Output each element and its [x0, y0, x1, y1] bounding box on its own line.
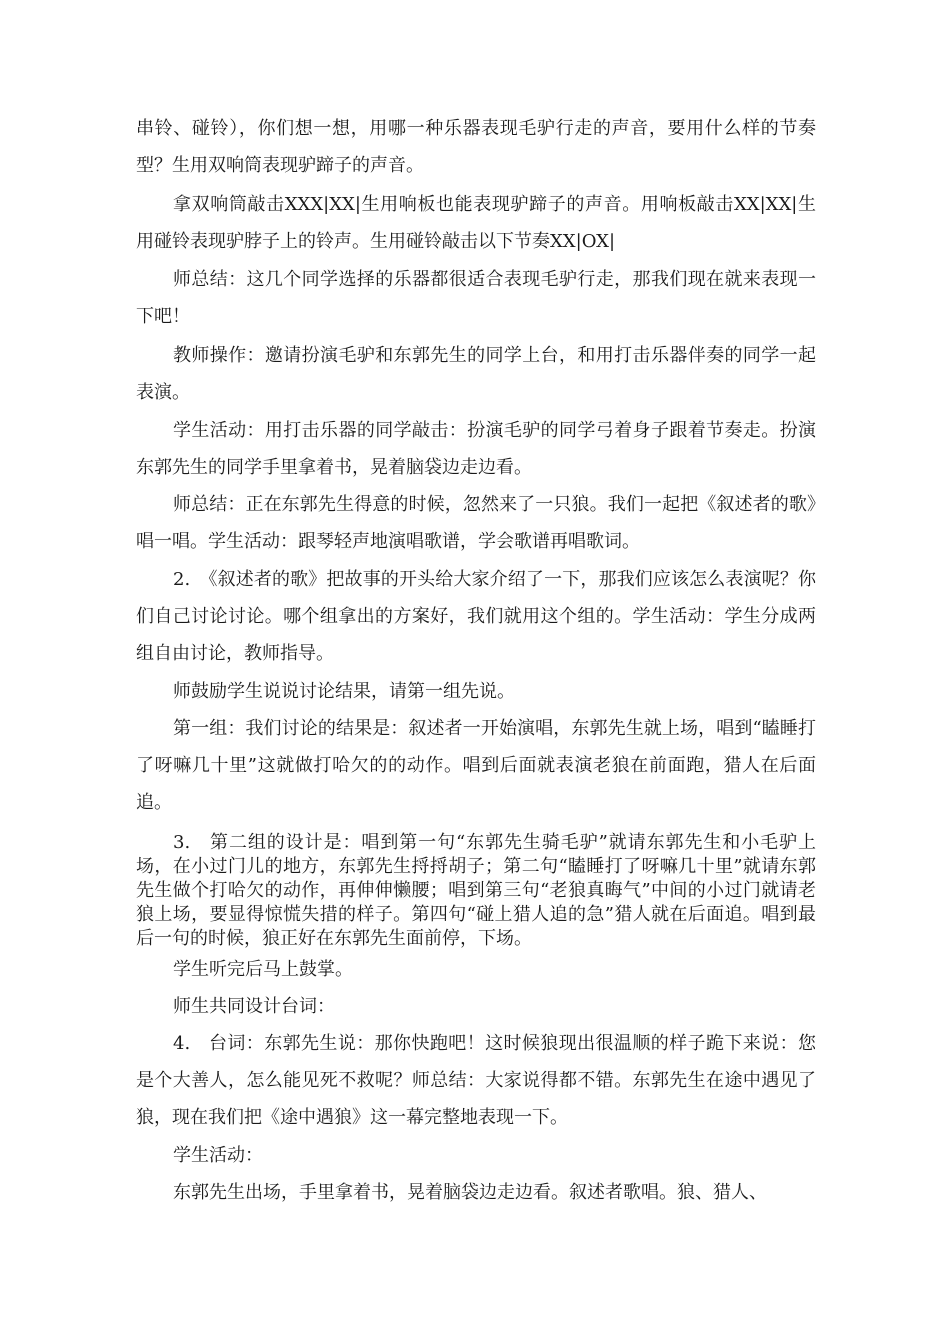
paragraph-15: 东郭先生出场，手里拿着书，晃着脑袋边走边看。叙述者歌唱。狼、猎人、 [173, 1182, 767, 1203]
paragraph-6: 师总结：正在东郭先生得意的时候，忽然来了一只狼。我们一起把《叙述者的歌》唱一唱。学生活动：跟琴轻声地演唱歌谱，学会歌谱再唱歌词。 [136, 494, 816, 552]
paragraph-10: 3. 第二组的设计是：唱到第一句“东郭先生骑毛驴”就请东郭先生和小毛驴上场，在小过门儿的地方，东郭先生捋捋胡子；第二句“瞌睡打了呀嘛几十里”就请东郭先生做个打哈欠的动作，再伸伸懒腰；唱到第三句“老狼真晦气”中间的小过门就请老狼上场，要显得惊慌失措的样子。第四句“碰上猎人追的急”猎人就在后面追。唱到最后一句的时候，狼正好在东郭先生面前停，下场。 [136, 832, 816, 949]
paragraph-14: 学生活动： [173, 1145, 263, 1166]
paragraph-7: 2. 《叙述者的歌》把故事的开头给大家介绍了一下，那我们应该怎么表演呢？你们自己讨论讨论。哪个组拿出的方案好，我们就用这个组的。学生活动：学生分成两组自由讨论，教师指导。 [136, 569, 816, 664]
paragraph-8: 师鼓励学生说说讨论结果，请第一组先说。 [173, 681, 515, 702]
paragraph-5: 学生活动：用打击乐器的同学敲击：扮演毛驴的同学弓着身子跟着节奏走。扮演东郭先生的同学手里拿着书，晃着脑袋边走边看。 [136, 420, 816, 478]
paragraph-4: 教师操作：邀请扮演毛驴和东郭先生的同学上台，和用打击乐器伴奏的同学一起表演。 [136, 345, 816, 403]
paragraph-2: 拿双响筒敲击XXX|XX|生用响板也能表现驴蹄子的声音。用响板敲击XX|XX|生用碰铃表现驴脖子上的铃声。生用碰铃敲击以下节奏XX|OX| [136, 194, 816, 252]
paragraph-12: 师生共同设计台词： [173, 996, 335, 1017]
paragraph-13: 4. 台词：东郭先生说：那你快跑吧！这时候狼现出很温顺的样子跪下来说：您是个大善人，怎么能见死不救呢？师总结：大家说得都不错。东郭先生在途中遇见了狼，现在我们把《途中遇狼》这一幕完整地表现一下。 [136, 1033, 816, 1128]
paragraph-11: 学生听完后马上鼓掌。 [173, 959, 353, 980]
paragraph-1: 串铃、碰铃），你们想一想，用哪一种乐器表现毛驴行走的声音，要用什么样的节奏型？生用双响筒表现驴蹄子的声音。 [136, 118, 816, 176]
paragraph-9: 第一组：我们讨论的结果是：叙述者一开始演唱，东郭先生就上场，唱到“瞌睡打了呀嘛几十里”这就做打哈欠的的动作。唱到后面就表演老狼在前面跑，猎人在后面追。 [136, 718, 816, 813]
paragraph-3: 师总结：这几个同学选择的乐器都很适合表现毛驴行走，那我们现在就来表现一下吧！ [136, 269, 816, 327]
